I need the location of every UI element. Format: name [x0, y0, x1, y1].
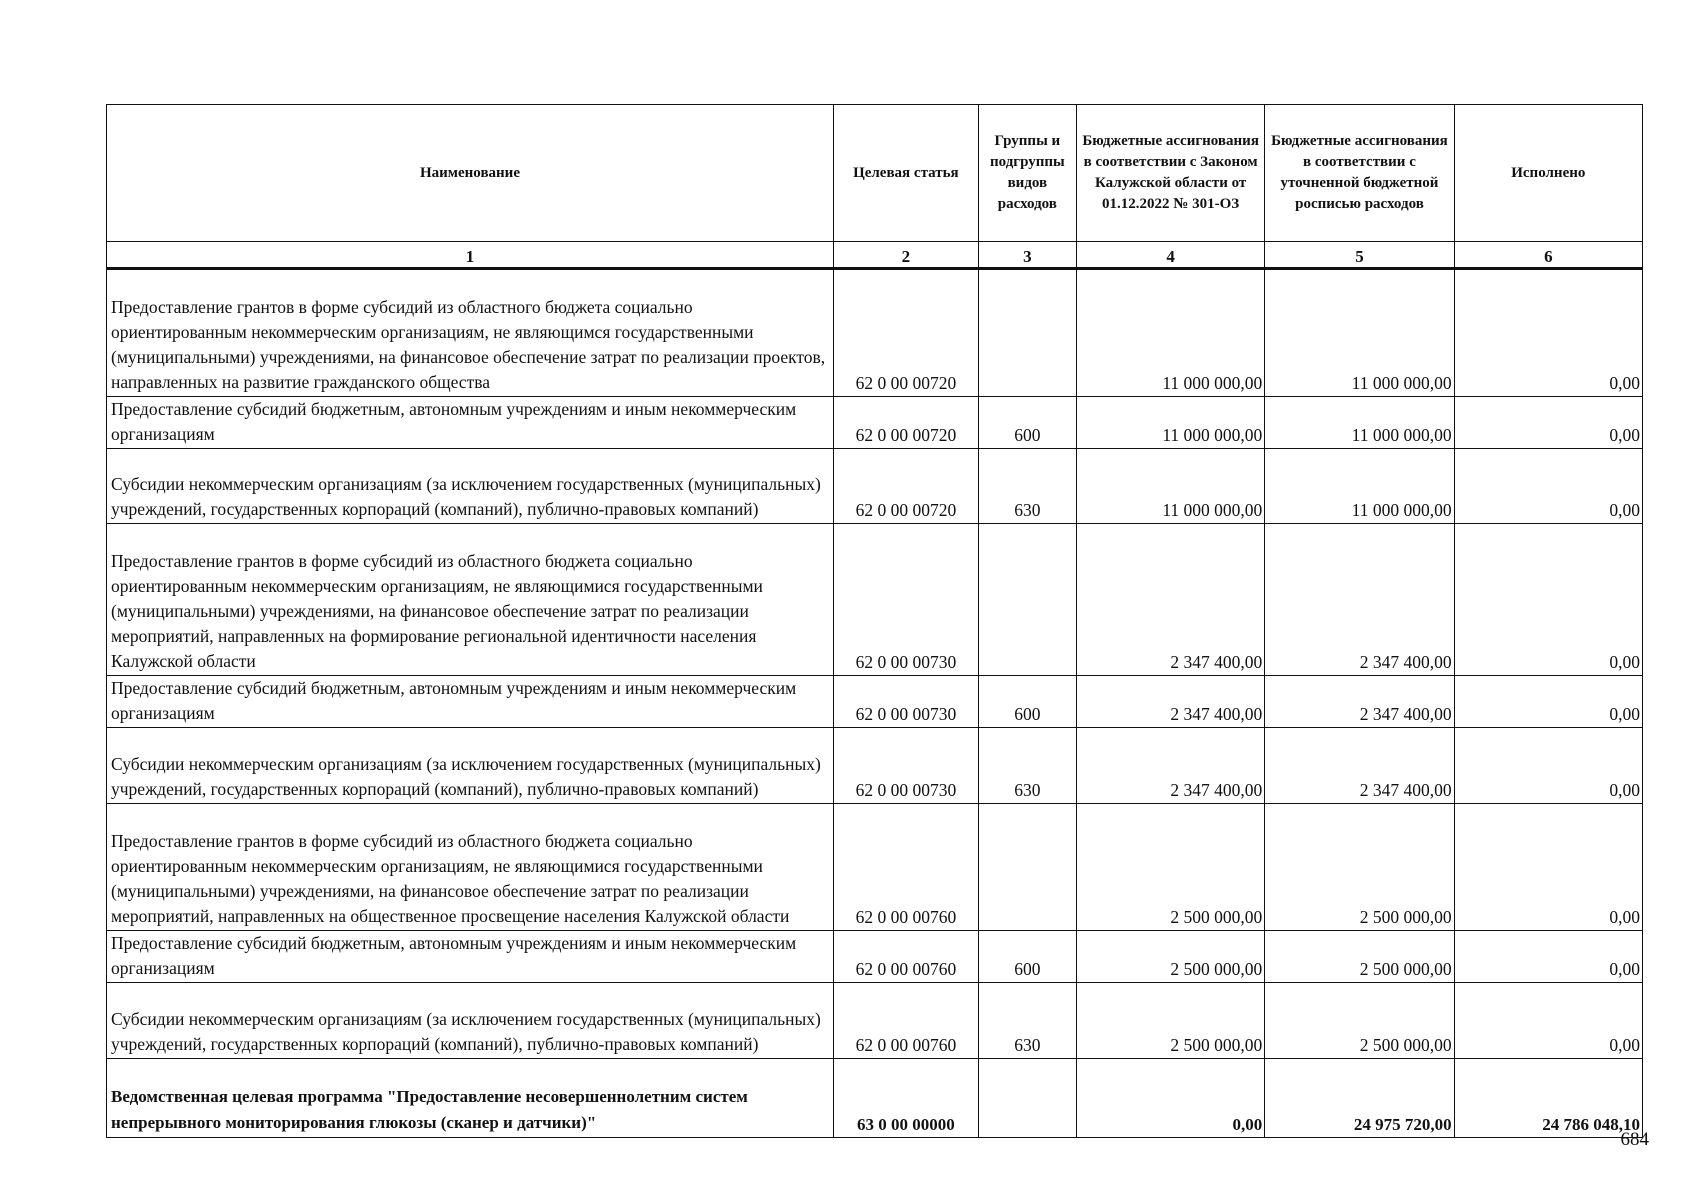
row-law-amount: 2 347 400,00 — [1076, 676, 1264, 728]
table-row — [107, 449, 1643, 524]
row-executed-amount: 0,00 — [1454, 397, 1642, 449]
row-name: Предоставление субсидий бюджетным, автономным учреждениям и иным некоммерческим организациям — [107, 676, 834, 728]
row-executed-amount: 0,00 — [1454, 524, 1642, 676]
row-name: Предоставление субсидий бюджетным, автономным учреждениям и иным некоммерческим организациям — [107, 397, 834, 449]
header-name: Наименование — [107, 105, 834, 242]
column-number: 2 — [833, 242, 978, 269]
row-name: Ведомственная целевая программа "Предоставление несовершеннолетним систем непрерывного мониторирования глюкозы (сканер и датчики)" — [107, 1059, 834, 1138]
column-number: 5 — [1265, 242, 1454, 269]
row-target: 62 0 00 00730 — [833, 524, 978, 676]
column-number-row — [107, 242, 1643, 269]
row-target: 62 0 00 00760 — [833, 983, 978, 1059]
table-row — [107, 804, 1643, 931]
row-refined-amount: 2 500 000,00 — [1265, 931, 1454, 983]
row-group: 600 — [978, 931, 1076, 983]
row-target: 62 0 00 00720 — [833, 397, 978, 449]
row-refined-amount: 2 347 400,00 — [1265, 676, 1454, 728]
row-group: 630 — [978, 983, 1076, 1059]
table-row — [107, 728, 1643, 804]
row-refined-amount: 2 500 000,00 — [1265, 983, 1454, 1059]
row-law-amount: 11 000 000,00 — [1076, 397, 1264, 449]
budget-table — [106, 104, 1643, 1138]
row-group: 600 — [978, 397, 1076, 449]
row-name: Субсидии некоммерческим организациям (за исключением государственных (муниципальных) учреждений, государственных корпораций (компаний), публично-правовых компаний) — [107, 983, 834, 1059]
row-name: Предоставление субсидий бюджетным, автономным учреждениям и иным некоммерческим организациям — [107, 931, 834, 983]
column-number: 6 — [1454, 242, 1642, 269]
row-name: Предоставление грантов в форме субсидий из областного бюджета социально ориентированным некоммерческим организациям, не являющимися государственными (муниципальными) учреждениями, на финансовое обеспечение затрат по реализации мероприятий, направленных на общественное просвещение населения Калужской области — [107, 804, 834, 931]
table-row-program-total — [107, 1059, 1643, 1138]
header-groups: Группы и подгруппы видов расходов — [978, 105, 1076, 242]
row-group — [978, 1059, 1076, 1138]
row-law-amount: 11 000 000,00 — [1076, 269, 1264, 397]
row-executed-amount: 0,00 — [1454, 931, 1642, 983]
row-law-amount: 2 347 400,00 — [1076, 728, 1264, 804]
row-group — [978, 524, 1076, 676]
row-group — [978, 269, 1076, 397]
column-number: 3 — [978, 242, 1076, 269]
row-law-amount: 2 500 000,00 — [1076, 804, 1264, 931]
row-executed-amount: 0,00 — [1454, 804, 1642, 931]
table-row — [107, 931, 1643, 983]
row-law-amount: 2 500 000,00 — [1076, 983, 1264, 1059]
row-name: Субсидии некоммерческим организациям (за исключением государственных (муниципальных) учреждений, государственных корпораций (компаний), публично-правовых компаний) — [107, 728, 834, 804]
table-row — [107, 983, 1643, 1059]
row-refined-amount: 2 347 400,00 — [1265, 524, 1454, 676]
row-refined-amount: 11 000 000,00 — [1265, 449, 1454, 524]
row-group: 630 — [978, 449, 1076, 524]
header-row — [107, 105, 1643, 242]
row-executed-amount: 0,00 — [1454, 983, 1642, 1059]
table-row — [107, 397, 1643, 449]
row-executed-amount: 24 786 048,10 — [1454, 1059, 1642, 1138]
row-target: 63 0 00 00000 — [833, 1059, 978, 1138]
row-target: 62 0 00 00730 — [833, 728, 978, 804]
header-target: Целевая статья — [833, 105, 978, 242]
header-executed: Исполнено — [1454, 105, 1642, 242]
row-law-amount: 2 347 400,00 — [1076, 524, 1264, 676]
row-executed-amount: 0,00 — [1454, 728, 1642, 804]
row-group: 600 — [978, 676, 1076, 728]
header-law: Бюджетные ассигнования в соответствии с Законом Калужской области от 01.12.2022 № 301-ОЗ — [1076, 105, 1264, 242]
column-number: 4 — [1076, 242, 1264, 269]
row-target: 62 0 00 00760 — [833, 804, 978, 931]
row-executed-amount: 0,00 — [1454, 449, 1642, 524]
row-refined-amount: 2 500 000,00 — [1265, 804, 1454, 931]
table-row — [107, 524, 1643, 676]
table-row — [107, 269, 1643, 397]
row-law-amount: 2 500 000,00 — [1076, 931, 1264, 983]
row-executed-amount: 0,00 — [1454, 269, 1642, 397]
row-name: Субсидии некоммерческим организациям (за исключением государственных (муниципальных) учреждений, государственных корпораций (компаний), публично-правовых компаний) — [107, 449, 834, 524]
row-refined-amount: 11 000 000,00 — [1265, 269, 1454, 397]
row-refined-amount: 2 347 400,00 — [1265, 728, 1454, 804]
row-refined-amount: 11 000 000,00 — [1265, 397, 1454, 449]
row-law-amount: 11 000 000,00 — [1076, 449, 1264, 524]
page-number: 684 — [1620, 1129, 1649, 1150]
row-refined-amount: 24 975 720,00 — [1265, 1059, 1454, 1138]
column-number: 1 — [107, 242, 834, 269]
row-target: 62 0 00 00760 — [833, 931, 978, 983]
row-target: 62 0 00 00720 — [833, 269, 978, 397]
row-target: 62 0 00 00730 — [833, 676, 978, 728]
header-refined: Бюджетные ассигнования в соответствии с уточненной бюджетной росписью расходов — [1265, 105, 1454, 242]
row-name: Предоставление грантов в форме субсидий из областного бюджета социально ориентированным некоммерческим организациям, не являющимися государственными (муниципальными) учреждениями, на финансовое обеспечение затрат по реализации мероприятий, направленных на формирование региональной идентичности населения Калужской области — [107, 524, 834, 676]
table-row — [107, 676, 1643, 728]
row-target: 62 0 00 00720 — [833, 449, 978, 524]
row-name: Предоставление грантов в форме субсидий из областного бюджета социально ориентированным некоммерческим организациям, не являющимся государственными (муниципальными) учреждениями, на финансовое обеспечение затрат по реализации проектов, направленных на развитие гражданского общества — [107, 269, 834, 397]
row-group — [978, 804, 1076, 931]
row-law-amount: 0,00 — [1076, 1059, 1264, 1138]
row-executed-amount: 0,00 — [1454, 676, 1642, 728]
row-group: 630 — [978, 728, 1076, 804]
